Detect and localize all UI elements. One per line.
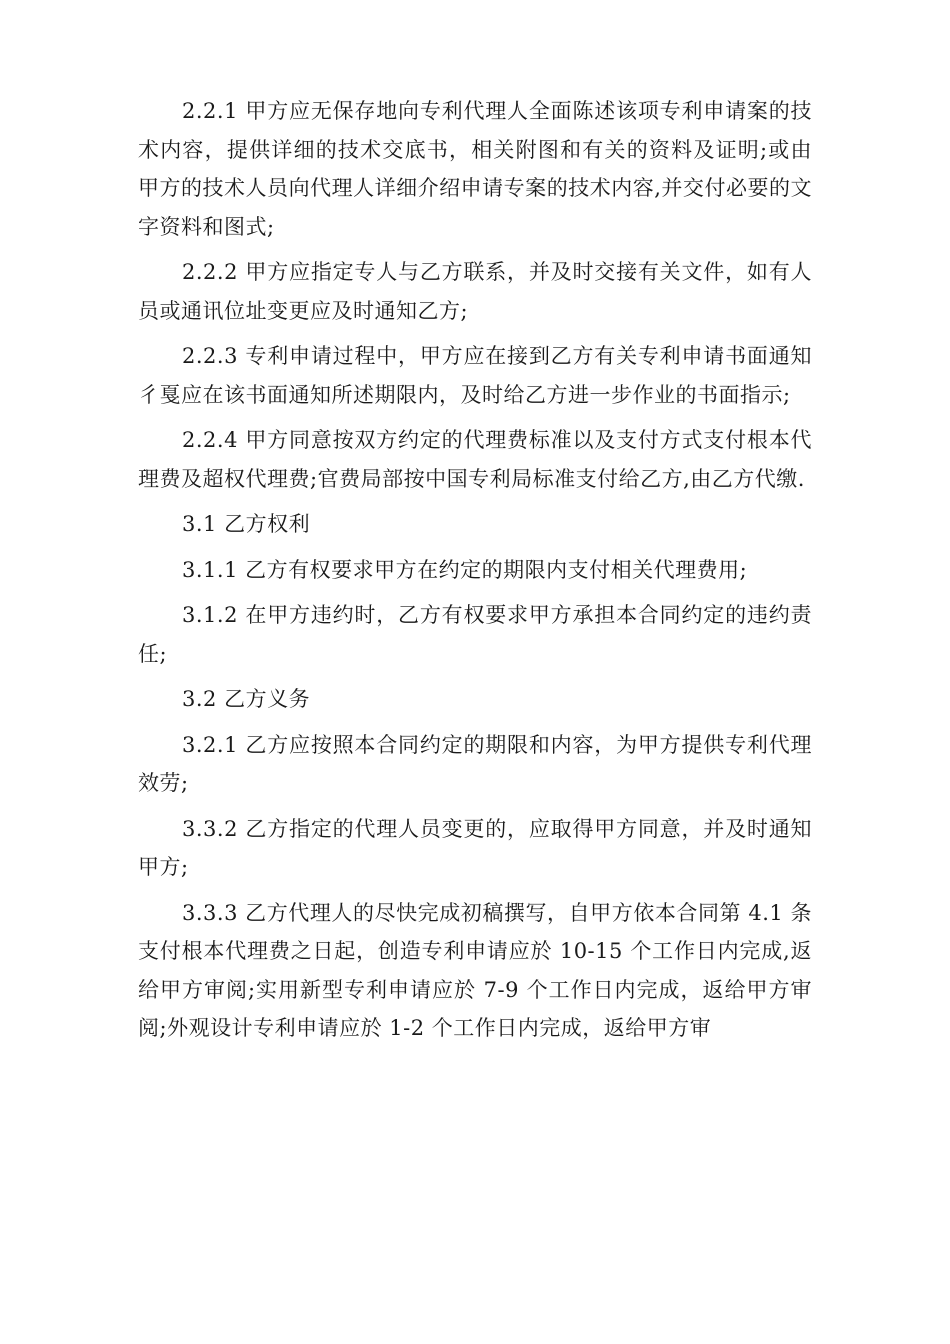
document-body	[138, 92, 812, 1055]
section-3-1-heading: 3.1 乙方权利	[182, 512, 311, 536]
clause-3-3-2: 3.3.2 乙方指定的代理人员变更的，应取得甲方同意，并及时通知甲方;	[138, 816, 812, 879]
clause-3-3-3: 3.3.3 乙方代理人的尽快完成初稿撰写，自甲方依本合同第 4.1 条支付根本代理费之日起，创造专利申请应於 10-15 个工作日内完成,返给甲方审阅;实用新型专利申请应於 7-9 个工作日内完成，返给甲方审阅;外观设计专利申请应於 1-2 个工作日内完成，返给甲方审	[138, 900, 812, 1040]
clause-3-1-1: 3.1.1 乙方有权要求甲方在约定的期限内支付相关代理费用;	[182, 557, 748, 582]
section-3-2-heading: 3.2 乙方义务	[182, 687, 311, 711]
clause-2-2-4: 2.2.4 甲方同意按双方约定的代理费标准以及支付方式支付根本代理费及超权代理费;官费局部按中国专利局标准支付给乙方,由乙方代缴.	[138, 428, 812, 491]
clause-2-2-3: 2.2.3 专利申请过程中，甲方应在接到乙方有关专利申请书面通知彳戛应在该书面通知所述期限内，及时给乙方进一步作业的书面指示;	[138, 344, 812, 407]
clause-2-2-1: 2.2.1 甲方应无保存地向专利代理人全面陈述该项专利申请案的技术内容，提供详细的技术交底书，相关附图和有关的资料及证明;或由甲方的技术人员向代理人详细介绍申请专案的技术内容,并交付必要的文字资料和图式;	[138, 99, 812, 239]
clause-3-1-2: 3.1.2 在甲方违约时，乙方有权要求甲方承担本合同约定的违约责任;	[138, 603, 812, 666]
clause-2-2-2: 2.2.2 甲方应指定专人与乙方联系，并及时交接有关文件，如有人员或通讯位址变更应及时通知乙方;	[138, 260, 812, 323]
clause-3-2-1: 3.2.1 乙方应按照本合同约定的期限和内容，为甲方提供专利代理效劳;	[138, 732, 812, 795]
